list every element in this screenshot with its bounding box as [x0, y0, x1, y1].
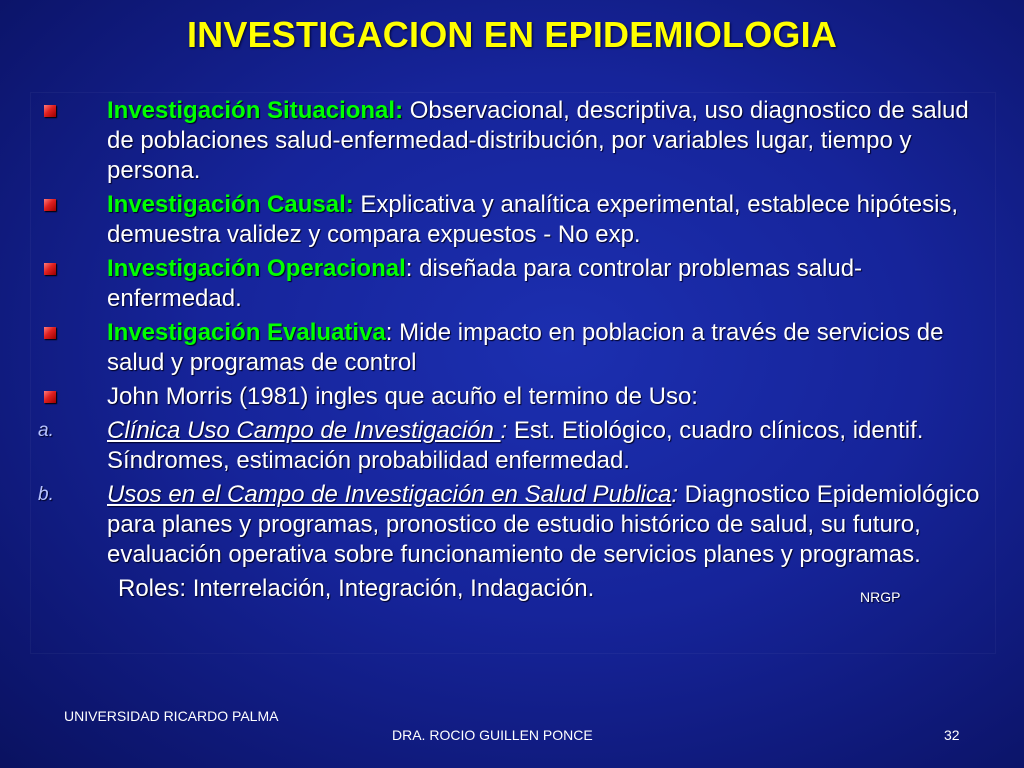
sub-item-colon: : [671, 481, 679, 508]
bullet-label: Investigación Causal [107, 191, 346, 218]
red-square-bullet-icon [44, 327, 56, 339]
bullet-text: Observacional, descriptiva, uso diagnostico de salud de poblaciones salud-enfermedad-distribución, por variables lugar, tiempo y persona. [107, 97, 969, 184]
footer-author: DRA. ROCIO GUILLEN PONCE [392, 727, 593, 743]
sub-item-colon: : [500, 417, 508, 444]
red-square-bullet-icon [44, 263, 56, 275]
bullet-colon: : [405, 255, 413, 282]
sub-item-heading: Usos en el Campo de Investigación en Salud Publica [107, 481, 672, 508]
sub-item-text: Est. Etiológico, cuadro clínicos, identif. Síndromes, estimación probabilidad enfermedad. [107, 417, 924, 474]
sub-item-letter: a. [38, 420, 54, 441]
bullet-item-causal [0, 190, 992, 250]
bullet-item-situacional [0, 96, 992, 186]
bullet-text: diseñada para controlar problemas salud-enfermedad. [107, 255, 863, 312]
bullet-item-evaluativa [0, 318, 992, 378]
slide-content [0, 96, 1024, 604]
red-square-bullet-icon [44, 105, 56, 117]
bullet-colon: : [395, 97, 404, 124]
red-square-bullet-icon [44, 199, 56, 211]
bullet-colon: : [345, 191, 354, 218]
bullet-item-operacional [0, 254, 992, 314]
sub-item-b [0, 480, 992, 570]
bullet-item-morris [0, 382, 992, 412]
footer-university: UNIVERSIDAD RICARDO PALMA [64, 708, 279, 724]
bullet-colon: : [385, 319, 393, 346]
sub-item-heading: Clínica Uso Campo de Investigación [107, 417, 501, 444]
roles-text: Roles: Interrelación, Integración, Indagación. [118, 575, 595, 602]
red-square-bullet-icon [44, 391, 56, 403]
bullet-text: Explicativa y analítica experimental, establece hipótesis, demuestra validez y compara expuestos - No exp. [107, 191, 959, 248]
slide-title: INVESTIGACION EN EPIDEMIOLOGIA [186, 14, 838, 55]
nrgp-initials: NRGP [860, 589, 901, 605]
bullet-text: John Morris (1981) ingles que acuño el termino de Uso: [107, 383, 698, 410]
roles-line [0, 574, 1024, 604]
bullet-text: Mide impacto en poblacion a través de servicios de salud y programas de control [107, 319, 944, 376]
bullet-label: Investigación Evaluativa [107, 319, 386, 346]
bullet-label: Investigación Situacional [107, 97, 396, 124]
sub-item-a [0, 416, 992, 476]
bullet-label: Investigación Operacional [107, 255, 406, 282]
footer-page-number: 32 [944, 727, 960, 743]
sub-item-text: Diagnostico Epidemiológico para planes y programas, pronostico de estudio histórico de salud, su futuro, evaluación operativa sobre funcionamiento de servicios planes y programas. [107, 481, 980, 568]
sub-item-letter: b. [38, 484, 54, 505]
